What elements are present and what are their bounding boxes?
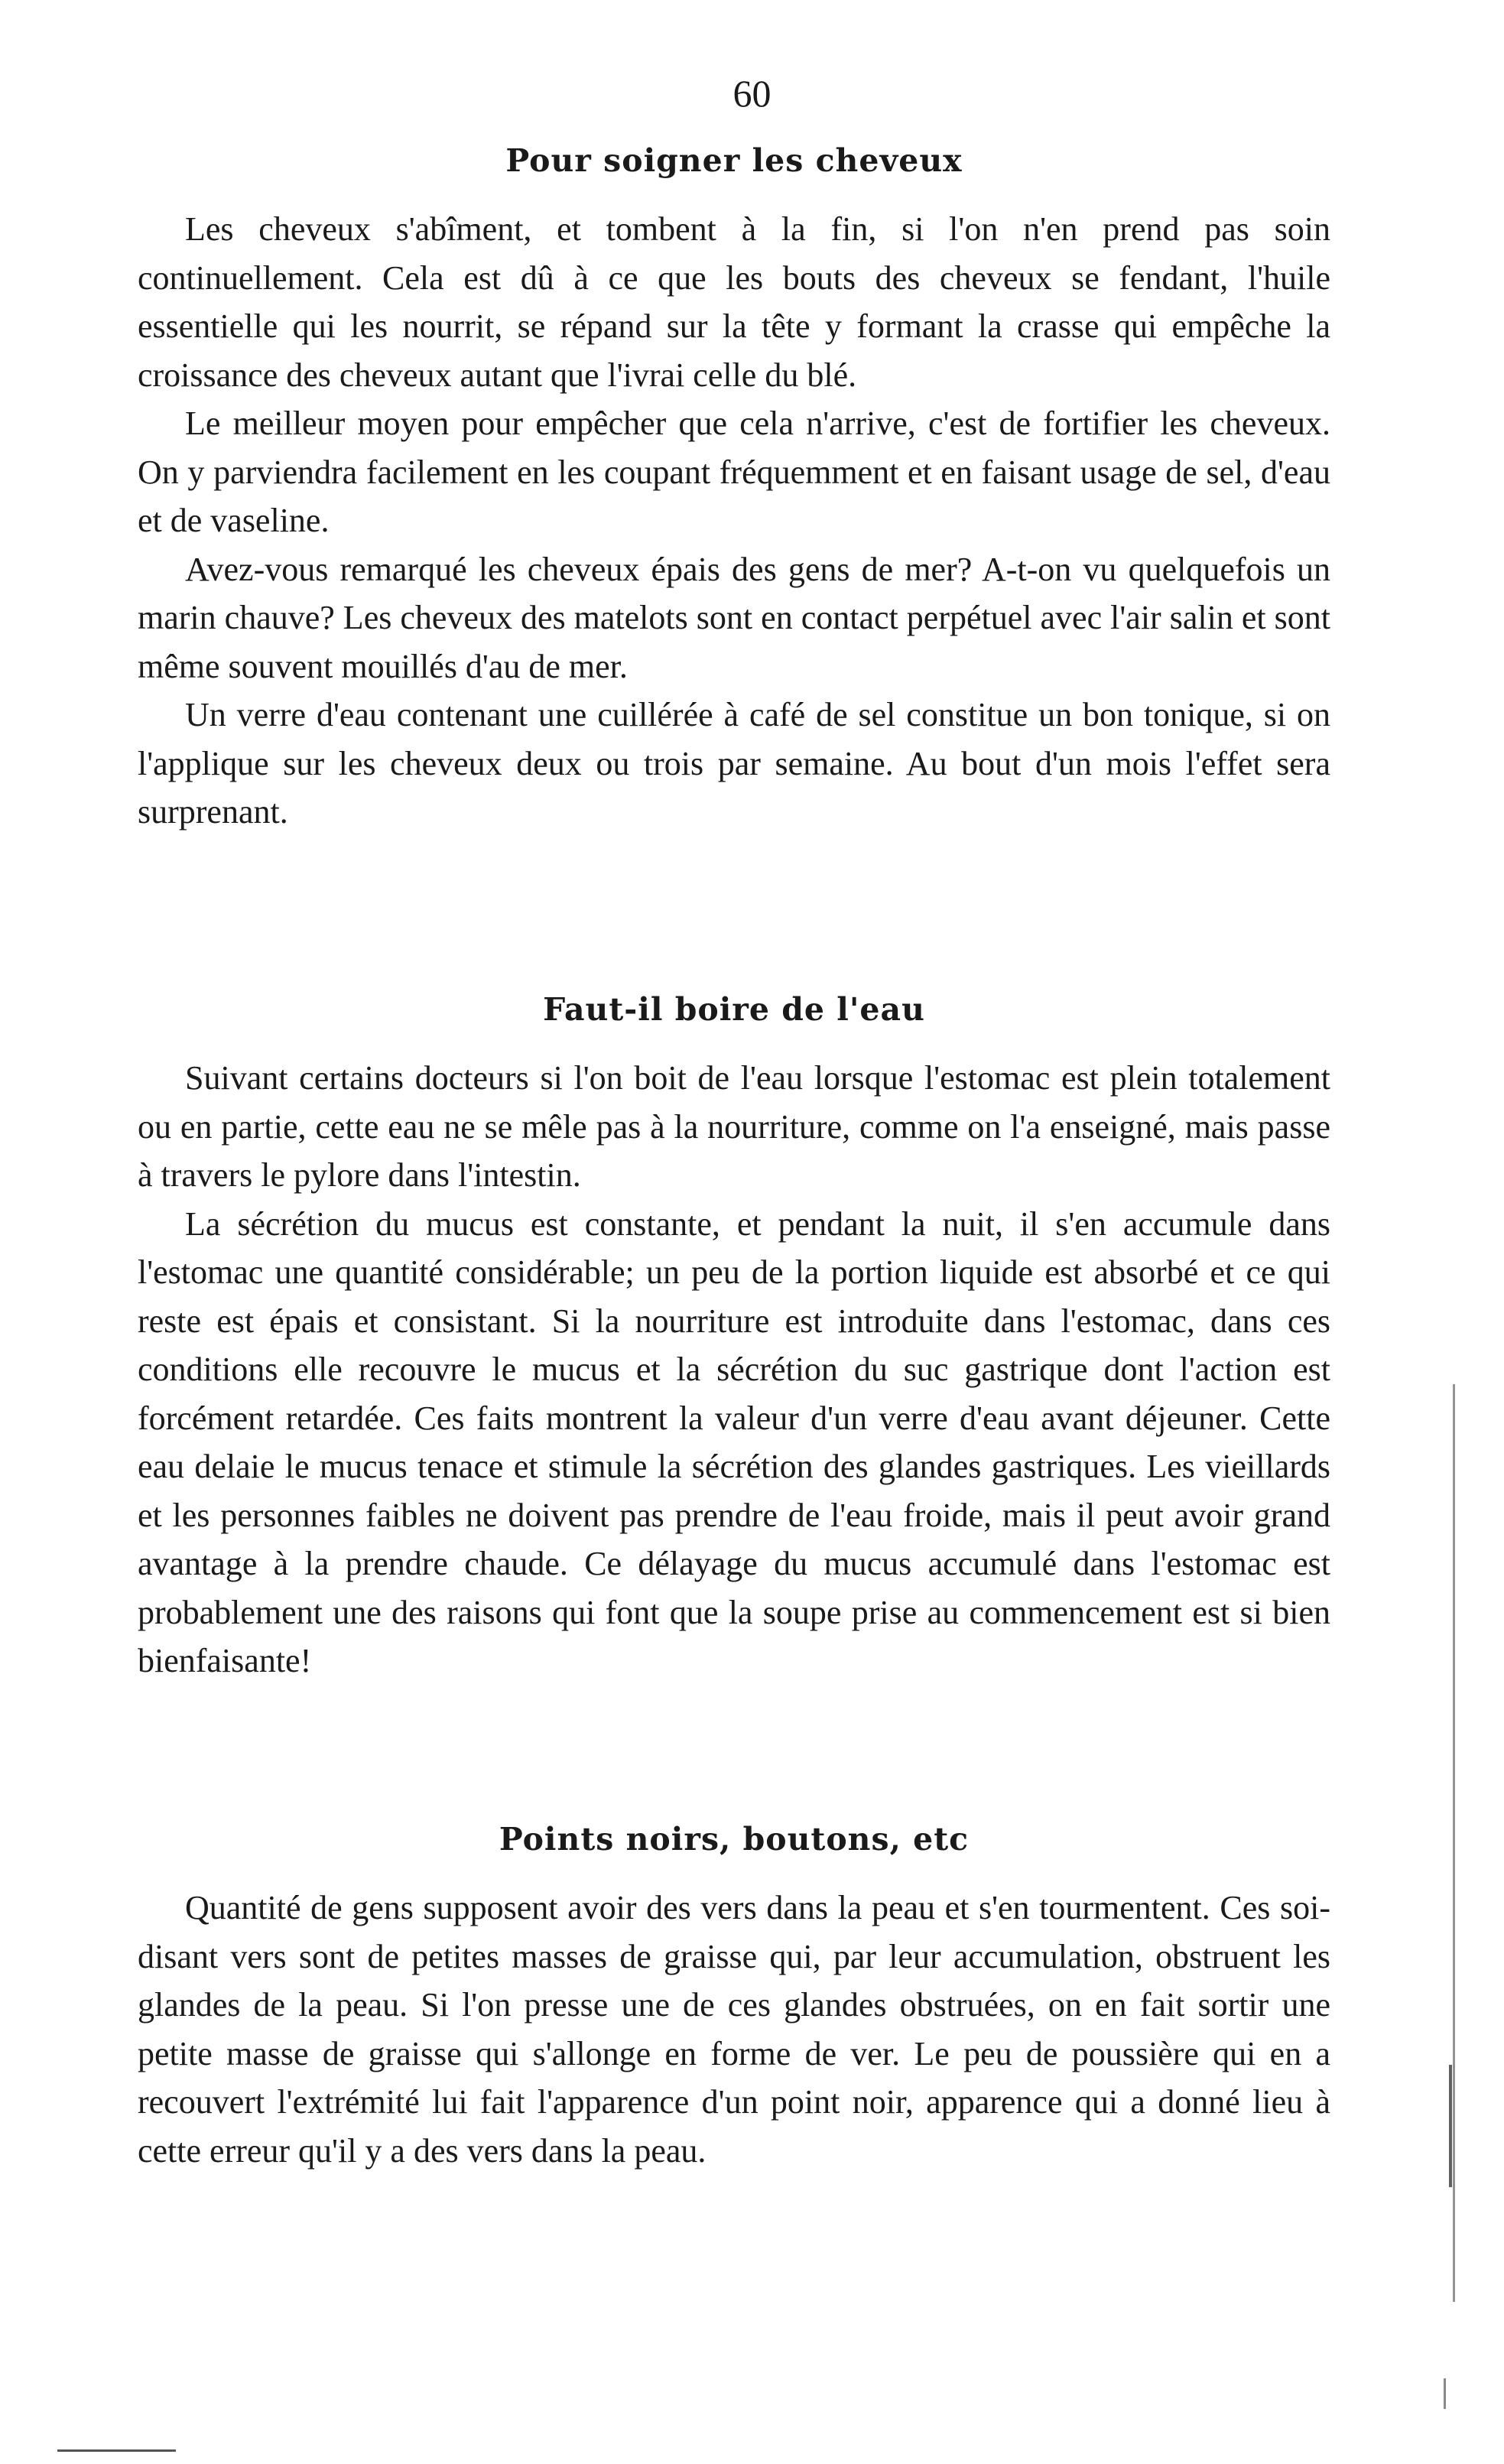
paragraph: Quantité de gens supposent avoir des vers dans la peau et s'en tourmentent. Ces soi-disant vers sont de petites masses de graisse qui, par leur accumulation, obstruent les glandes de la peau. Si l'on presse une de ces glandes obstruées, on en fait sortir une petite masse de graisse qui s'allonge en forme de ver. Le peu de poussière qui en a recouvert l'extrémité lui fait l'apparence d'un point noir, apparence qui a donné lieu à cette erreur qu'il y a des vers dans la peau. xyxy=(138,1889,1330,2170)
scan-edge-mark xyxy=(1453,1384,1455,2302)
paragraph: Suivant certains docteurs si l'on boit de l'eau lorsque l'estomac est plein totalement ou en partie, cette eau ne se mêle pas à la nourriture, comme on l'a enseigné, mais passe à travers le pylore dans l'intestin. xyxy=(138,1059,1330,1194)
scan-edge-mark xyxy=(1449,2065,1452,2187)
scan-bottom-rule xyxy=(57,2449,176,2452)
section-heading: Points noirs, boutons, etc xyxy=(499,1821,970,1858)
page-number: 60 xyxy=(733,72,771,115)
paragraph: Avez-vous remarqué les cheveux épais des gens de mer? A-t-on vu quelquefois un marin chauve? Les cheveux des matelots sont en contact perpétuel avec l'air salin et sont même souvent mouillés d'au de mer. xyxy=(138,550,1330,685)
paragraph: Un verre d'eau contenant une cuillérée à café de sel constitue un bon tonique, si on l'applique sur les cheveux deux ou trois par semaine. Au bout d'un mois l'effet sera surprenant. xyxy=(138,696,1330,831)
section-blackheads xyxy=(138,1816,1330,2175)
scan-edge-mark xyxy=(1444,2378,1446,2409)
section-heading: Pour soigner les cheveux xyxy=(505,142,963,179)
paragraph: Les cheveux s'abîment, et tombent à la fin, si l'on n'en prend pas soin continuellement. Cela est dû à ce que les bouts des cheveux se fendant, l'huile essentielle qui les nourrit, se répand sur la tête y formant la crasse qui empêche la croissance des cheveux autant que l'ivrai celle du blé. xyxy=(138,210,1330,394)
section-heading: Faut-il boire de l'eau xyxy=(543,991,925,1028)
section-hair-care xyxy=(138,138,1330,837)
section-drinking-water xyxy=(138,987,1330,1685)
paragraph: La sécrétion du mucus est constante, et pendant la nuit, il s'en accumule dans l'estomac une quantité considérable; un peu de la portion liquide est absorbé et ce qui reste est épais et consistant. Si la nourriture est introduite dans l'estomac, dans ces conditions elle recouvre le mucus et la sécrétion du suc gastrique dont l'action est forcément retardée. Ces faits montrent la valeur d'un verre d'eau avant déjeuner. Cette eau delaie le mucus tenace et stimule la sécrétion des glandes gastriques. Les vieillards et les personnes faibles ne doivent pas prendre de l'eau froide, mais il peut avoir grand avantage à la prendre chaude. Ce délayage du mucus accumulé dans l'estomac est probablement une des raisons qui font que la soupe prise au commencement est si bien bienfaisante! xyxy=(138,1204,1330,1679)
paragraph: Le meilleur moyen pour empêcher que cela n'arrive, c'est de fortifier les cheveux. On y parviendra facilement en les coupant fréquemment et en faisant usage de sel, d'eau et de vaseline. xyxy=(138,405,1330,539)
